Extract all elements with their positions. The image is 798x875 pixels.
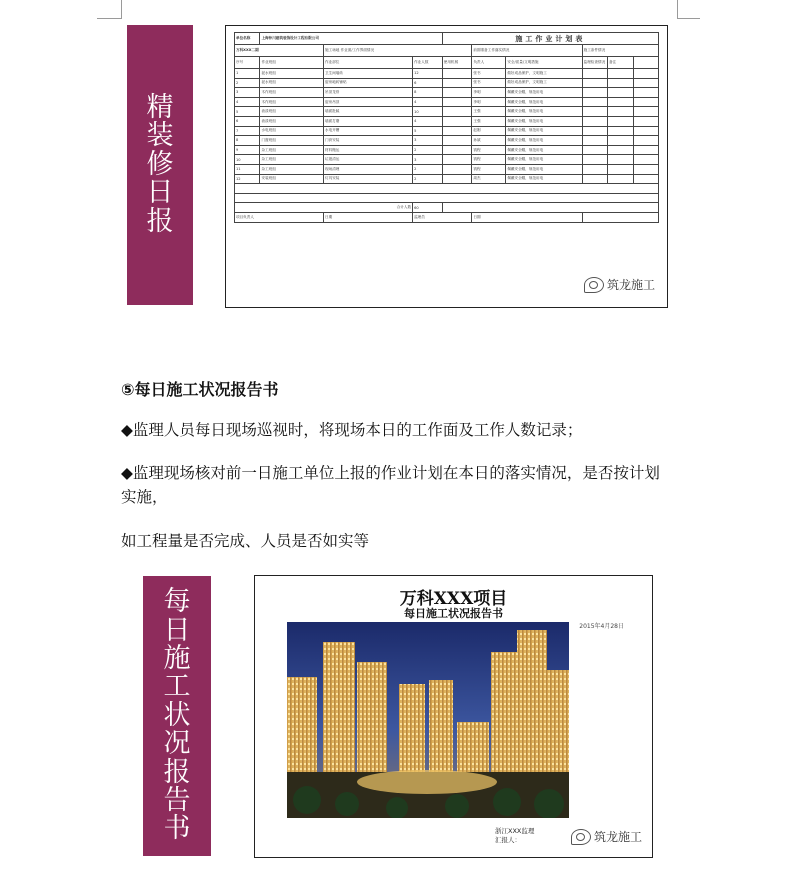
table-row — [235, 88, 659, 98]
table-cell — [608, 126, 633, 136]
watermark-text: 筑龙施工 — [593, 830, 642, 844]
table-cell: 佩戴安全帽，规范用电 — [506, 174, 582, 184]
table-cell: 张书 — [472, 78, 506, 88]
table-cell — [582, 116, 607, 126]
banner-char: 状 — [163, 699, 191, 731]
table-cell — [633, 126, 659, 136]
table-cell: 做好成品保护，文明施工 — [506, 69, 582, 79]
table-cell: 墙面批腻 — [324, 107, 413, 117]
wechat-logo-icon — [584, 277, 604, 293]
table-cell: 李明 — [472, 97, 506, 107]
report-cover-image — [254, 575, 653, 858]
table-cell — [608, 116, 633, 126]
table-cell — [582, 145, 607, 155]
table-cell: 2 — [413, 164, 443, 174]
table-cell: 灯具安装 — [324, 174, 413, 184]
section-heading: ⑤每日施工状况报告书 — [121, 380, 279, 399]
table-cell — [608, 107, 633, 117]
table-cell: 佩戴安全帽，规范用电 — [506, 126, 582, 136]
table-cell — [608, 88, 633, 98]
table-cell: 佩戴安全帽，规范用电 — [506, 164, 582, 174]
table-cell: 张书 — [472, 69, 506, 79]
blank-cell — [442, 203, 658, 213]
building-night-photo — [287, 622, 569, 818]
table-cell: 墙面打磨 — [324, 116, 413, 126]
sign-label: 日期 — [472, 212, 582, 222]
table-cell: 7 — [235, 126, 260, 136]
table-cell: 周杰 — [472, 174, 506, 184]
column-header: 作业人数 — [413, 57, 443, 69]
blank-cell — [582, 212, 658, 222]
table-cell — [582, 155, 607, 165]
table-cell — [633, 145, 659, 155]
section-banner-status-report — [143, 576, 211, 856]
table-cell: 3 — [235, 88, 260, 98]
table-cell — [633, 78, 659, 88]
table-cell — [582, 164, 607, 174]
report-footer — [495, 827, 534, 845]
table-cell: 2 — [235, 78, 260, 88]
table-cell — [633, 164, 659, 174]
table-cell: 厨房吊顶 — [324, 97, 413, 107]
table-cell — [582, 97, 607, 107]
table-cell — [633, 88, 659, 98]
table-cell: 赵刚 — [472, 126, 506, 136]
table-cell: 佩戴安全帽，规范用电 — [506, 116, 582, 126]
table-cell: 佩戴安全帽，规范用电 — [506, 136, 582, 146]
banner-char: 书 — [163, 813, 191, 845]
report-date: 2015年4月28日 — [579, 623, 624, 630]
table-cell — [633, 107, 659, 117]
table-cell: 5 — [413, 126, 443, 136]
table-cell — [633, 97, 659, 107]
table-cell — [442, 126, 472, 136]
table-cell: 油漆班组 — [260, 107, 324, 117]
report-presenter: 汇报人： — [495, 836, 521, 844]
sign-label: 日期 — [324, 212, 413, 222]
org-name: 上海仲川建筑装饰设计工程有限公司 — [260, 33, 442, 45]
table-cell: 4 — [413, 97, 443, 107]
table-row — [235, 107, 659, 117]
table-cell: 11 — [235, 164, 260, 174]
form-title: 施工作业计划表 — [442, 33, 658, 45]
table-cell — [582, 107, 607, 117]
table-cell — [608, 164, 633, 174]
table-cell — [633, 69, 659, 79]
watermark-text: 筑龙施工 — [606, 278, 655, 292]
table-cell: 王强 — [472, 116, 506, 126]
section-banner-daily-report — [127, 25, 193, 305]
table-cell: 王强 — [472, 107, 506, 117]
table-cell: 材料搬运 — [324, 145, 413, 155]
work-plan-sheet-image — [225, 25, 668, 308]
bullet-paragraph-line1: ◆监理现场核对前一日施工单位上报的作业计划在本日的落实情况，是否按计划 — [121, 464, 660, 482]
table-cell: 10 — [413, 107, 443, 117]
table-cell — [608, 174, 633, 184]
table-cell: 9 — [235, 145, 260, 155]
table-cell — [582, 174, 607, 184]
table-cell — [633, 136, 659, 146]
table-cell: 2 — [413, 145, 443, 155]
blank-row — [235, 193, 659, 203]
table-cell: 杂工班组 — [260, 145, 324, 155]
table-cell: 门窗班组 — [260, 136, 324, 146]
table-cell — [608, 145, 633, 155]
banner-char: 报 — [163, 756, 191, 788]
report-subtitle: 每日施工状况报告书 — [404, 607, 503, 620]
table-cell: 现场清理 — [324, 164, 413, 174]
table-cell: 做好成品保护，文明施工 — [506, 78, 582, 88]
table-row — [235, 97, 659, 107]
table-cell: 钱程 — [472, 155, 506, 165]
column-header: 作业部位 — [324, 57, 413, 69]
project-name: 万科XXX二期 — [235, 45, 324, 57]
total-label: 合计人数 — [235, 203, 413, 213]
table-cell: 8 — [413, 88, 443, 98]
table-cell: 1 — [235, 69, 260, 79]
table-cell — [608, 136, 633, 146]
table-cell: 佩戴安全帽，规范用电 — [506, 145, 582, 155]
page-corner-mark-right — [677, 0, 700, 19]
table-cell — [608, 69, 633, 79]
table-cell: 木作班组 — [260, 88, 324, 98]
table-cell — [442, 116, 472, 126]
table-cell: 2 — [413, 174, 443, 184]
table-cell: 厨房地砖铺贴 — [324, 78, 413, 88]
org-label: 单位名称 — [235, 33, 260, 45]
banner-char: 装 — [146, 120, 174, 152]
table-row — [235, 174, 659, 184]
banner-char: 告 — [163, 784, 191, 816]
banner-char: 每 — [163, 586, 191, 618]
table-row — [235, 164, 659, 174]
table-cell — [442, 97, 472, 107]
column-header: 监理检查情况 — [582, 57, 607, 69]
table-cell: 6 — [235, 116, 260, 126]
watermark — [584, 276, 655, 293]
column-header: 备注 — [608, 57, 633, 69]
banner-char: 工 — [163, 671, 191, 703]
column-header-blank — [633, 57, 659, 69]
table-cell: 门套安装 — [324, 136, 413, 146]
table-row — [235, 116, 659, 126]
table-cell — [442, 107, 472, 117]
table-cell — [608, 78, 633, 88]
table-cell: 杂工班组 — [260, 155, 324, 165]
work-plan-table — [234, 32, 659, 223]
table-cell — [442, 78, 472, 88]
table-row — [235, 155, 659, 165]
table-cell — [608, 97, 633, 107]
table-row — [235, 69, 659, 79]
table-cell: 佩戴安全帽，规范用电 — [506, 155, 582, 165]
table-cell: 5 — [235, 107, 260, 117]
table-cell: 12 — [235, 174, 260, 184]
table-cell — [633, 116, 659, 126]
table-cell — [582, 88, 607, 98]
banner-char: 日 — [163, 614, 191, 646]
table-cell: 10 — [235, 155, 260, 165]
table-cell — [442, 136, 472, 146]
total-value: 60 — [413, 203, 443, 213]
table-cell — [442, 88, 472, 98]
banner-char: 精 — [146, 92, 174, 124]
table-cell — [582, 69, 607, 79]
table-cell: 泥水班组 — [260, 69, 324, 79]
report-title: 万科XXX项目 — [399, 589, 508, 609]
table-cell — [608, 155, 633, 165]
table-cell: 孙斌 — [472, 136, 506, 146]
table-cell: 水电开槽 — [324, 126, 413, 136]
table-cell: 木作班组 — [260, 97, 324, 107]
table-row — [235, 136, 659, 146]
meta-label: 前期准备工作落实情况 — [472, 45, 582, 57]
page-corner-mark-left — [97, 0, 122, 19]
table-cell — [582, 78, 607, 88]
watermark — [571, 828, 642, 845]
column-header: 序号 — [235, 57, 260, 69]
table-cell: 8 — [235, 136, 260, 146]
table-cell: 4 — [235, 97, 260, 107]
column-header: 安全/质量/文明措施 — [506, 57, 582, 69]
banner-char: 日 — [146, 177, 174, 209]
table-cell: 12 — [413, 69, 443, 79]
table-cell: 佩戴安全帽，规范用电 — [506, 88, 582, 98]
note-paragraph: 如工程量是否完成、人员是否如实等 — [121, 532, 370, 550]
table-cell — [633, 155, 659, 165]
banner-char: 报 — [146, 205, 174, 237]
meta-label: 施工场地 作业面/工作界面情况 — [324, 45, 472, 57]
report-company: 浙江XXX监理 — [495, 827, 535, 835]
table-cell: 钱程 — [472, 164, 506, 174]
table-cell — [442, 164, 472, 174]
table-cell: 佩戴安全帽，规范用电 — [506, 97, 582, 107]
blank-row — [235, 184, 659, 194]
table-cell — [442, 155, 472, 165]
bullet-paragraph: ◆监理人员每日现场巡视时，将现场本日的工作面及工作人数记录； — [121, 421, 583, 439]
table-cell: 3 — [413, 155, 443, 165]
sign-label: 监理员 — [413, 212, 472, 222]
table-cell: 水电班组 — [260, 126, 324, 136]
table-cell: 吊顶龙骨 — [324, 88, 413, 98]
banner-char: 况 — [163, 728, 191, 760]
column-header: 负责人 — [472, 57, 506, 69]
table-row — [235, 78, 659, 88]
table-cell: 钱程 — [472, 145, 506, 155]
table-cell — [633, 174, 659, 184]
table-cell: 垃圾清运 — [324, 155, 413, 165]
bullet-paragraph-line2: 实施， — [121, 488, 168, 506]
table-cell — [582, 126, 607, 136]
table-row — [235, 145, 659, 155]
table-cell — [582, 136, 607, 146]
meta-label: 施工条件情况 — [582, 45, 658, 57]
table-cell: 泥水班组 — [260, 78, 324, 88]
table-cell: 李明 — [472, 88, 506, 98]
table-cell: 佩戴安全帽，规范用电 — [506, 107, 582, 117]
table-row — [235, 126, 659, 136]
table-cell: 6 — [413, 78, 443, 88]
table-cell — [442, 69, 472, 79]
table-cell: 4 — [413, 116, 443, 126]
table-cell: 油漆班组 — [260, 116, 324, 126]
table-cell — [442, 174, 472, 184]
sign-label: 项目负责人 — [235, 212, 324, 222]
table-cell: 卫生间墙砖 — [324, 69, 413, 79]
column-header: 使用机械 — [442, 57, 472, 69]
table-cell: 3 — [413, 136, 443, 146]
table-header-row — [235, 57, 659, 69]
table-cell — [442, 145, 472, 155]
banner-char: 修 — [146, 148, 174, 180]
banner-char: 施 — [163, 643, 191, 675]
table-cell: 安装班组 — [260, 174, 324, 184]
wechat-logo-icon — [571, 829, 591, 845]
table-cell: 杂工班组 — [260, 164, 324, 174]
column-header: 作业班组 — [260, 57, 324, 69]
